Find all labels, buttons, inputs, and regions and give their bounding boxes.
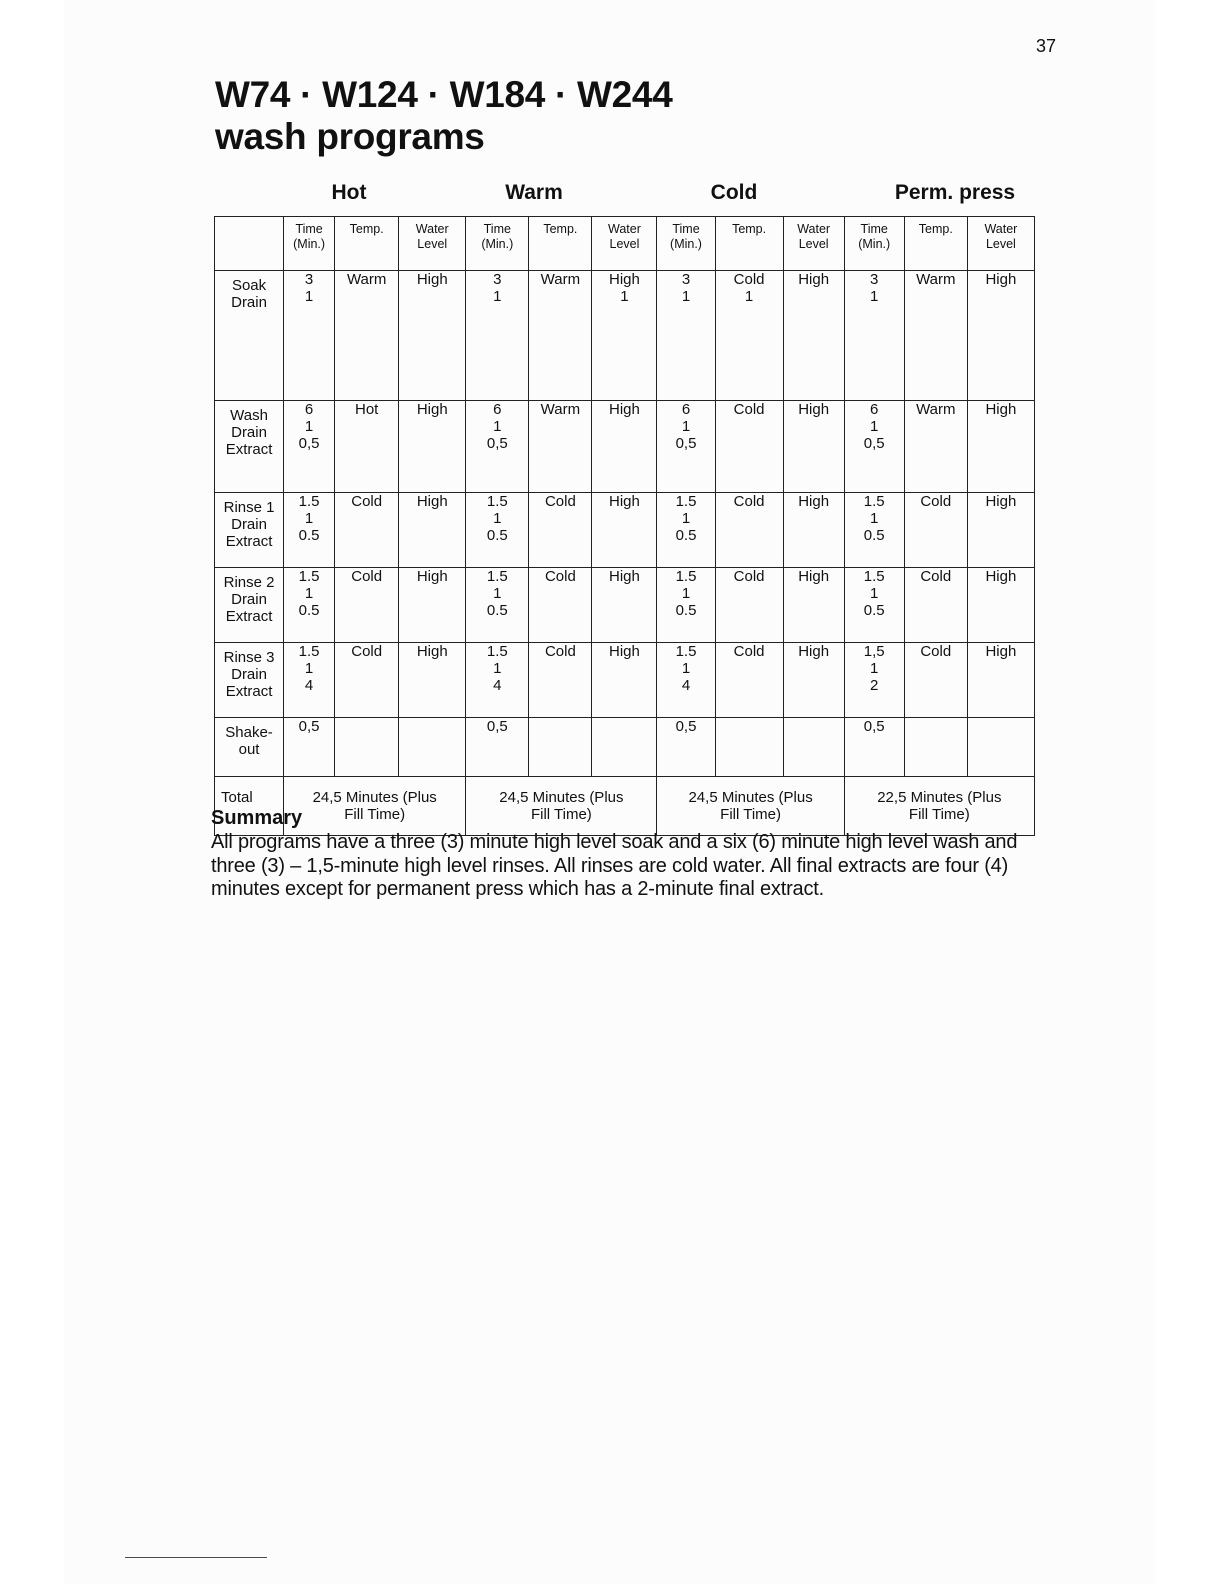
water-cell-line: High bbox=[798, 271, 830, 288]
time-cell-line: 1.5 bbox=[486, 568, 508, 585]
water-cell bbox=[399, 271, 466, 401]
page-title bbox=[215, 74, 673, 158]
program-header-warm: Warm bbox=[505, 181, 563, 204]
time-cell-line: 4 bbox=[493, 677, 502, 694]
total-text-line: Fill Time) bbox=[530, 806, 592, 823]
time-cell bbox=[844, 568, 904, 643]
table-row bbox=[215, 643, 1035, 718]
water-cell bbox=[967, 643, 1034, 718]
step-label-line: Rinse 1 bbox=[223, 499, 275, 516]
time-cell bbox=[844, 493, 904, 568]
time-cell-line: 0.5 bbox=[486, 602, 508, 619]
temp-column-header: Temp. bbox=[904, 217, 967, 271]
temp-column-header: Temp. bbox=[335, 217, 399, 271]
water-column-header-line: Level bbox=[417, 237, 448, 251]
temp-cell bbox=[529, 568, 592, 643]
temp-cell bbox=[904, 401, 967, 493]
temp-cell-line: Cold bbox=[733, 643, 765, 660]
water-cell bbox=[967, 718, 1034, 777]
time-cell-line: 1.5 bbox=[863, 493, 885, 510]
temp-cell-line: Cold bbox=[920, 493, 952, 510]
temp-cell-line: Cold bbox=[920, 568, 952, 585]
temp-cell-line: Cold bbox=[920, 643, 952, 660]
water-column-header bbox=[783, 217, 844, 271]
time-cell-line: 6 bbox=[493, 401, 502, 418]
water-cell bbox=[592, 643, 657, 718]
water-cell bbox=[399, 643, 466, 718]
water-cell bbox=[783, 643, 844, 718]
step-label-line: Drain bbox=[231, 424, 267, 441]
temp-cell bbox=[335, 643, 399, 718]
temp-cell bbox=[904, 493, 967, 568]
temp-cell-line: 1 bbox=[744, 288, 754, 305]
time-cell-line: 4 bbox=[681, 677, 691, 694]
step-label-line: Drain bbox=[231, 294, 267, 311]
temp-cell bbox=[335, 271, 399, 401]
table-row bbox=[215, 568, 1035, 643]
step-label-line: out bbox=[238, 741, 260, 758]
step-label-line: Rinse 2 bbox=[223, 574, 275, 591]
water-column-header bbox=[592, 217, 657, 271]
time-cell-line: 1.5 bbox=[675, 493, 697, 510]
time-cell-line: 1 bbox=[870, 660, 879, 677]
time-cell bbox=[657, 568, 715, 643]
step-label bbox=[215, 643, 284, 718]
water-cell-line: 1 bbox=[620, 288, 629, 305]
time-cell-line: 1 bbox=[493, 288, 502, 305]
time-cell-line: 6 bbox=[304, 401, 314, 418]
time-cell bbox=[284, 718, 335, 777]
water-cell-line: High bbox=[985, 401, 1017, 418]
time-cell-line: 1.5 bbox=[675, 643, 697, 660]
water-cell-line: High bbox=[798, 643, 830, 660]
step-label bbox=[215, 493, 284, 568]
time-cell bbox=[284, 643, 335, 718]
time-cell-line: 1 bbox=[493, 418, 502, 435]
time-column-header-line: Time bbox=[483, 222, 511, 236]
time-cell-line: 3 bbox=[870, 271, 879, 288]
time-cell-line: 1 bbox=[681, 660, 691, 677]
total-text-line: 24,5 Minutes (Plus bbox=[312, 789, 437, 806]
water-cell bbox=[399, 401, 466, 493]
water-cell bbox=[399, 568, 466, 643]
water-cell-line: High bbox=[416, 568, 448, 585]
water-column-header-line: Water bbox=[797, 222, 831, 236]
water-column-header-line: Water bbox=[608, 222, 641, 236]
blank-header-cell bbox=[215, 217, 284, 271]
water-cell bbox=[592, 568, 657, 643]
time-cell-line: 1 bbox=[870, 585, 879, 602]
time-cell-line: 1.5 bbox=[486, 493, 508, 510]
time-cell bbox=[657, 718, 715, 777]
footer-rule bbox=[125, 1557, 267, 1558]
water-cell-line: High bbox=[798, 568, 830, 585]
step-label bbox=[215, 271, 284, 401]
program-header-cold: Cold bbox=[710, 181, 758, 204]
column-header-row bbox=[215, 217, 1035, 271]
time-cell-line: 1.5 bbox=[675, 568, 697, 585]
temp-cell-line: Hot bbox=[354, 401, 379, 418]
time-cell-line: 0.5 bbox=[298, 602, 320, 619]
summary-heading: Summary bbox=[211, 807, 303, 829]
program-headers bbox=[0, 181, 1224, 209]
temp-cell bbox=[715, 493, 783, 568]
total-text-line: 24,5 Minutes (Plus bbox=[688, 789, 813, 806]
temp-cell bbox=[715, 401, 783, 493]
time-cell bbox=[466, 568, 529, 643]
time-cell-line: 1 bbox=[681, 510, 691, 527]
temp-cell bbox=[529, 401, 592, 493]
step-label-line: Extract bbox=[225, 683, 273, 700]
time-cell-line: 1 bbox=[304, 510, 314, 527]
time-cell-line: 1 bbox=[870, 418, 879, 435]
step-label-line: Soak bbox=[231, 277, 267, 294]
time-cell-line: 0,5 bbox=[863, 718, 885, 735]
water-cell bbox=[967, 271, 1034, 401]
water-cell bbox=[783, 718, 844, 777]
temp-cell bbox=[529, 718, 592, 777]
water-cell bbox=[967, 401, 1034, 493]
temp-cell-line: Warm bbox=[346, 271, 387, 288]
time-cell-line: 1.5 bbox=[298, 493, 320, 510]
time-cell-line: 0,5 bbox=[298, 435, 320, 452]
time-cell bbox=[284, 271, 335, 401]
step-label bbox=[215, 401, 284, 493]
water-cell bbox=[783, 493, 844, 568]
water-cell-line: High bbox=[609, 493, 640, 510]
water-cell-line: High bbox=[798, 401, 830, 418]
time-cell bbox=[844, 271, 904, 401]
time-cell-line: 0.5 bbox=[675, 602, 697, 619]
total-text-line: Fill Time) bbox=[908, 806, 970, 823]
time-cell-line: 1 bbox=[681, 585, 691, 602]
step-label-line: Drain bbox=[231, 591, 267, 608]
time-cell-line: 1.5 bbox=[298, 568, 320, 585]
time-cell bbox=[657, 401, 715, 493]
step-label-line: Drain bbox=[231, 516, 267, 533]
time-column-header bbox=[284, 217, 335, 271]
temp-cell bbox=[715, 643, 783, 718]
step-label-line: Rinse 3 bbox=[223, 649, 275, 666]
page-number: 37 bbox=[1036, 36, 1057, 56]
time-cell bbox=[284, 493, 335, 568]
temp-cell-line: Cold bbox=[351, 643, 383, 660]
water-cell-line: High bbox=[416, 643, 448, 660]
table-row bbox=[215, 401, 1035, 493]
time-cell-line: 0.5 bbox=[298, 527, 320, 544]
temp-cell bbox=[529, 643, 592, 718]
time-cell-line: 1 bbox=[304, 585, 314, 602]
water-column-header bbox=[399, 217, 466, 271]
temp-column-header: Temp. bbox=[715, 217, 783, 271]
time-column-header-line: (Min.) bbox=[670, 237, 702, 251]
title-subtitle: wash programs bbox=[215, 116, 485, 157]
water-cell bbox=[967, 493, 1034, 568]
temp-cell-line: Cold bbox=[351, 493, 383, 510]
water-cell-line: High bbox=[985, 493, 1017, 510]
time-cell-line: 3 bbox=[304, 271, 314, 288]
time-cell bbox=[657, 643, 715, 718]
water-cell bbox=[783, 401, 844, 493]
water-cell-line: High bbox=[985, 271, 1017, 288]
water-cell-line: High bbox=[416, 401, 448, 418]
step-label-line: Shake- bbox=[225, 724, 273, 741]
time-cell bbox=[844, 643, 904, 718]
time-cell-line: 0,5 bbox=[298, 718, 320, 735]
temp-cell bbox=[904, 271, 967, 401]
time-column-header-line: Time bbox=[860, 222, 888, 236]
time-cell bbox=[844, 718, 904, 777]
temp-cell bbox=[904, 643, 967, 718]
temp-cell-line: Cold bbox=[544, 493, 576, 510]
time-cell-line: 1 bbox=[304, 418, 314, 435]
step-label bbox=[215, 568, 284, 643]
water-cell bbox=[592, 271, 657, 401]
time-cell-line: 0.5 bbox=[486, 527, 508, 544]
time-cell-line: 0.5 bbox=[863, 527, 885, 544]
water-cell-line: High bbox=[798, 493, 830, 510]
temp-cell bbox=[715, 271, 783, 401]
time-column-header-line: (Min.) bbox=[858, 237, 891, 251]
temp-cell-line: Warm bbox=[540, 271, 581, 288]
time-cell-line: 6 bbox=[870, 401, 879, 418]
step-label bbox=[215, 718, 284, 777]
time-column-header-line: (Min.) bbox=[293, 237, 326, 251]
total-text-line: Fill Time) bbox=[344, 806, 406, 823]
time-cell-line: 0,5 bbox=[863, 435, 885, 452]
time-cell-line: 1 bbox=[493, 585, 502, 602]
time-cell bbox=[466, 271, 529, 401]
temp-column-header: Temp. bbox=[529, 217, 592, 271]
time-cell bbox=[466, 493, 529, 568]
time-cell-line: 3 bbox=[681, 271, 691, 288]
time-cell-line: 1 bbox=[681, 288, 691, 305]
temp-cell-line: Cold bbox=[733, 493, 765, 510]
water-cell-line: High bbox=[609, 643, 640, 660]
table-row bbox=[215, 271, 1035, 401]
step-label-line: Drain bbox=[231, 666, 267, 683]
time-cell-line: 4 bbox=[304, 677, 314, 694]
water-cell-line: High bbox=[985, 643, 1017, 660]
temp-cell-line: Warm bbox=[916, 271, 956, 288]
temp-cell bbox=[529, 271, 592, 401]
water-cell-line: High bbox=[985, 568, 1017, 585]
water-cell-line: High bbox=[609, 568, 640, 585]
time-column-header-line: Time bbox=[672, 222, 700, 236]
time-cell-line: 1 bbox=[304, 288, 314, 305]
water-cell bbox=[783, 568, 844, 643]
time-cell bbox=[844, 401, 904, 493]
temp-cell bbox=[904, 718, 967, 777]
temp-cell-line: Cold bbox=[544, 568, 576, 585]
time-cell bbox=[466, 401, 529, 493]
temp-cell bbox=[715, 718, 783, 777]
time-column-header bbox=[844, 217, 904, 271]
total-text-line: 24,5 Minutes (Plus bbox=[499, 789, 624, 806]
title-models: W74 · W124 · W184 · W244 bbox=[215, 74, 673, 115]
time-cell-line: 0,5 bbox=[486, 435, 508, 452]
time-column-header bbox=[657, 217, 715, 271]
time-cell bbox=[284, 401, 335, 493]
water-cell bbox=[399, 718, 466, 777]
water-column-header bbox=[967, 217, 1034, 271]
table-row bbox=[215, 718, 1035, 777]
time-cell-line: 1,5 bbox=[863, 643, 885, 660]
temp-cell-line: Cold bbox=[733, 401, 765, 418]
temp-cell bbox=[715, 568, 783, 643]
total-text-line: 22,5 Minutes (Plus bbox=[877, 789, 1002, 806]
temp-cell bbox=[335, 568, 399, 643]
water-column-header-line: Level bbox=[609, 237, 640, 251]
time-cell-line: 3 bbox=[493, 271, 502, 288]
step-label-line: Extract bbox=[225, 533, 273, 550]
water-column-header-line: Water bbox=[415, 222, 449, 236]
water-cell-line: High bbox=[416, 271, 448, 288]
water-column-header-line: Level bbox=[985, 237, 1016, 251]
time-cell-line: 1.5 bbox=[486, 643, 508, 660]
water-cell bbox=[592, 493, 657, 568]
temp-cell bbox=[904, 568, 967, 643]
temp-cell-line: Cold bbox=[733, 271, 765, 288]
water-cell bbox=[967, 568, 1034, 643]
temp-cell bbox=[335, 493, 399, 568]
time-cell-line: 0,5 bbox=[675, 718, 697, 735]
program-header-hot: Hot bbox=[331, 181, 367, 204]
time-cell-line: 2 bbox=[870, 677, 879, 694]
time-cell-line: 1 bbox=[493, 510, 502, 527]
time-column-header bbox=[466, 217, 529, 271]
time-cell-line: 1 bbox=[493, 660, 502, 677]
temp-cell-line: Warm bbox=[916, 401, 956, 418]
temp-cell-line: Cold bbox=[544, 643, 576, 660]
program-header-perm-press: Perm. press bbox=[894, 181, 1016, 204]
time-cell-line: 1 bbox=[681, 418, 691, 435]
time-cell bbox=[284, 568, 335, 643]
temp-cell bbox=[529, 493, 592, 568]
water-cell bbox=[592, 718, 657, 777]
time-cell bbox=[466, 718, 529, 777]
time-cell-line: 1.5 bbox=[863, 568, 885, 585]
water-column-header-line: Water bbox=[984, 222, 1018, 236]
step-label-line: Wash bbox=[230, 407, 268, 424]
time-cell-line: 1 bbox=[870, 510, 879, 527]
time-cell-line: 6 bbox=[681, 401, 691, 418]
time-cell-line: 0,5 bbox=[486, 718, 508, 735]
time-cell bbox=[466, 643, 529, 718]
water-cell-line: High bbox=[416, 493, 448, 510]
water-cell-line: High bbox=[609, 401, 640, 418]
total-text-line: Fill Time) bbox=[720, 806, 781, 823]
temp-cell bbox=[335, 401, 399, 493]
time-column-header-line: Time bbox=[295, 222, 323, 236]
time-cell-line: 1 bbox=[870, 288, 879, 305]
time-cell bbox=[657, 271, 715, 401]
table-row bbox=[215, 493, 1035, 568]
time-cell-line: 1 bbox=[304, 660, 314, 677]
temp-cell bbox=[335, 718, 399, 777]
water-cell-line: High bbox=[609, 271, 640, 288]
water-cell bbox=[592, 401, 657, 493]
total-label: Total bbox=[215, 777, 284, 836]
temp-cell-line: Cold bbox=[351, 568, 383, 585]
step-label-line: Extract bbox=[225, 608, 273, 625]
time-cell-line: 0,5 bbox=[675, 435, 697, 452]
step-label-line: Extract bbox=[225, 441, 273, 458]
water-cell bbox=[783, 271, 844, 401]
time-cell bbox=[657, 493, 715, 568]
summary-section bbox=[211, 805, 1061, 902]
water-cell bbox=[399, 493, 466, 568]
time-cell-line: 0.5 bbox=[863, 602, 885, 619]
time-cell-line: 1.5 bbox=[298, 643, 320, 660]
water-column-header-line: Level bbox=[798, 237, 829, 251]
time-cell-line: 0.5 bbox=[675, 527, 697, 544]
time-column-header-line: (Min.) bbox=[481, 237, 514, 251]
summary-text: All programs have a three (3) minute high level soak and a six (6) minute high level wash and three (3) – 1,5-minute high level rinses. All rinses are cold water. All final extracts are four (4) minutes except for permanent press which has a 2-minute final extract. bbox=[211, 831, 1018, 900]
wash-program-table bbox=[214, 216, 1035, 836]
temp-cell-line: Warm bbox=[540, 401, 581, 418]
temp-cell-line: Cold bbox=[733, 568, 765, 585]
